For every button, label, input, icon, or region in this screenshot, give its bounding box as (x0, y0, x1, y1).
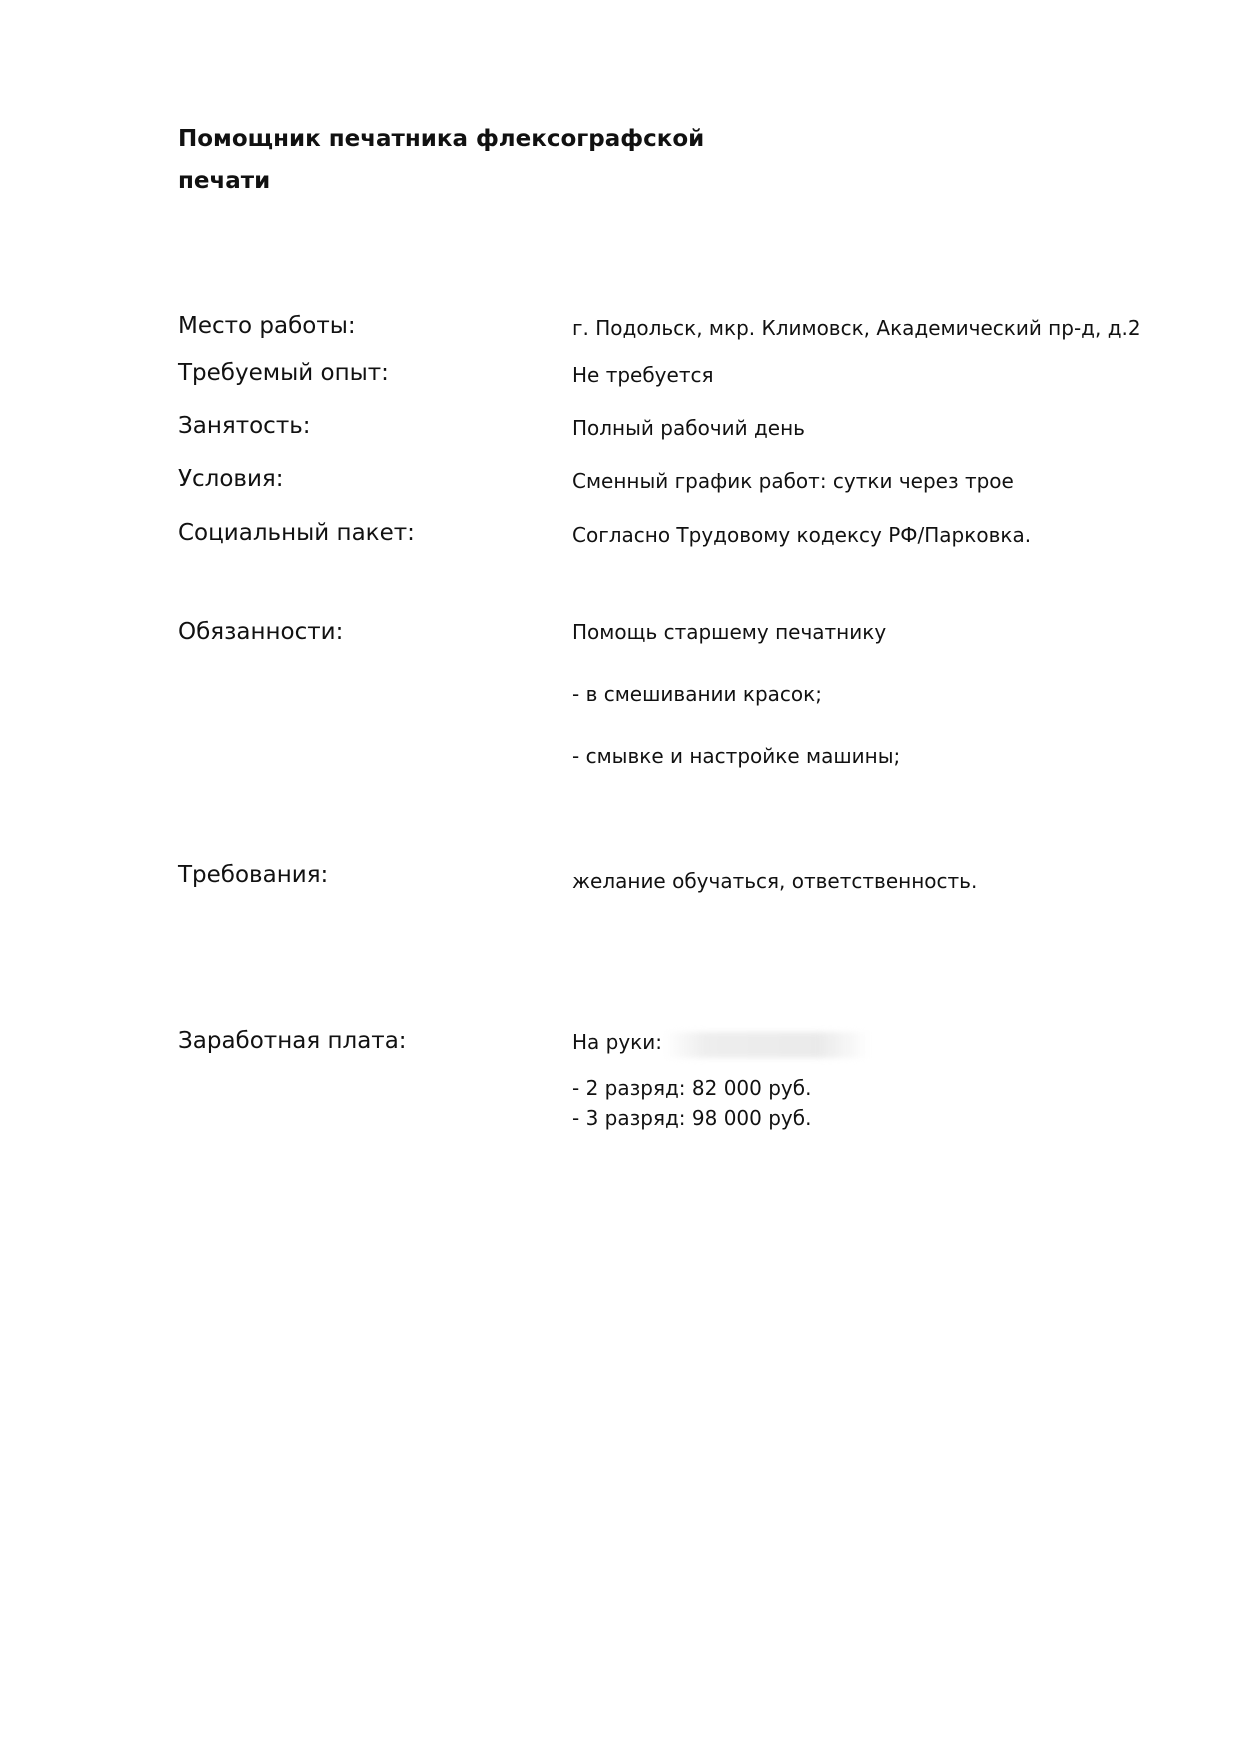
workplace-label: Место работы: (178, 313, 356, 339)
conditions-label: Условия: (178, 466, 284, 492)
employment-value: Полный рабочий день (572, 416, 805, 440)
document-title (178, 118, 738, 202)
title-line-1: Помощник печатника флексографской (178, 126, 705, 152)
requirements-label: Требования: (178, 862, 329, 888)
duties-item: Помощь старшему печатнику (572, 620, 887, 644)
workplace-value: г. Подольск, мкр. Климовск, Академический пр-д, д.2 (572, 316, 1141, 340)
title-line-2: печати (178, 168, 271, 194)
experience-value: Не требуется (572, 363, 714, 387)
salary-label: Заработная плата: (178, 1028, 407, 1054)
salary-intro: На руки: (572, 1030, 662, 1054)
social-package-value: Согласно Трудовому кодексу РФ/Парковка. (572, 523, 1032, 547)
duties-label: Обязанности: (178, 619, 344, 645)
conditions-value: Сменный график работ: сутки через трое (572, 469, 1014, 493)
salary-grade: - 2 разряд: 82 000 руб. (572, 1076, 812, 1100)
requirements-value: желание обучаться, ответственность. (572, 869, 978, 893)
salary-grade: - 3 разряд: 98 000 руб. (572, 1106, 812, 1130)
experience-label: Требуемый опыт: (178, 360, 389, 386)
redacted-blur (664, 1032, 870, 1058)
social-package-label: Социальный пакет: (178, 520, 415, 546)
employment-label: Занятость: (178, 413, 311, 439)
duties-item: - в смешивании красок; (572, 682, 822, 706)
duties-item: - смывке и настройке машины; (572, 744, 901, 768)
